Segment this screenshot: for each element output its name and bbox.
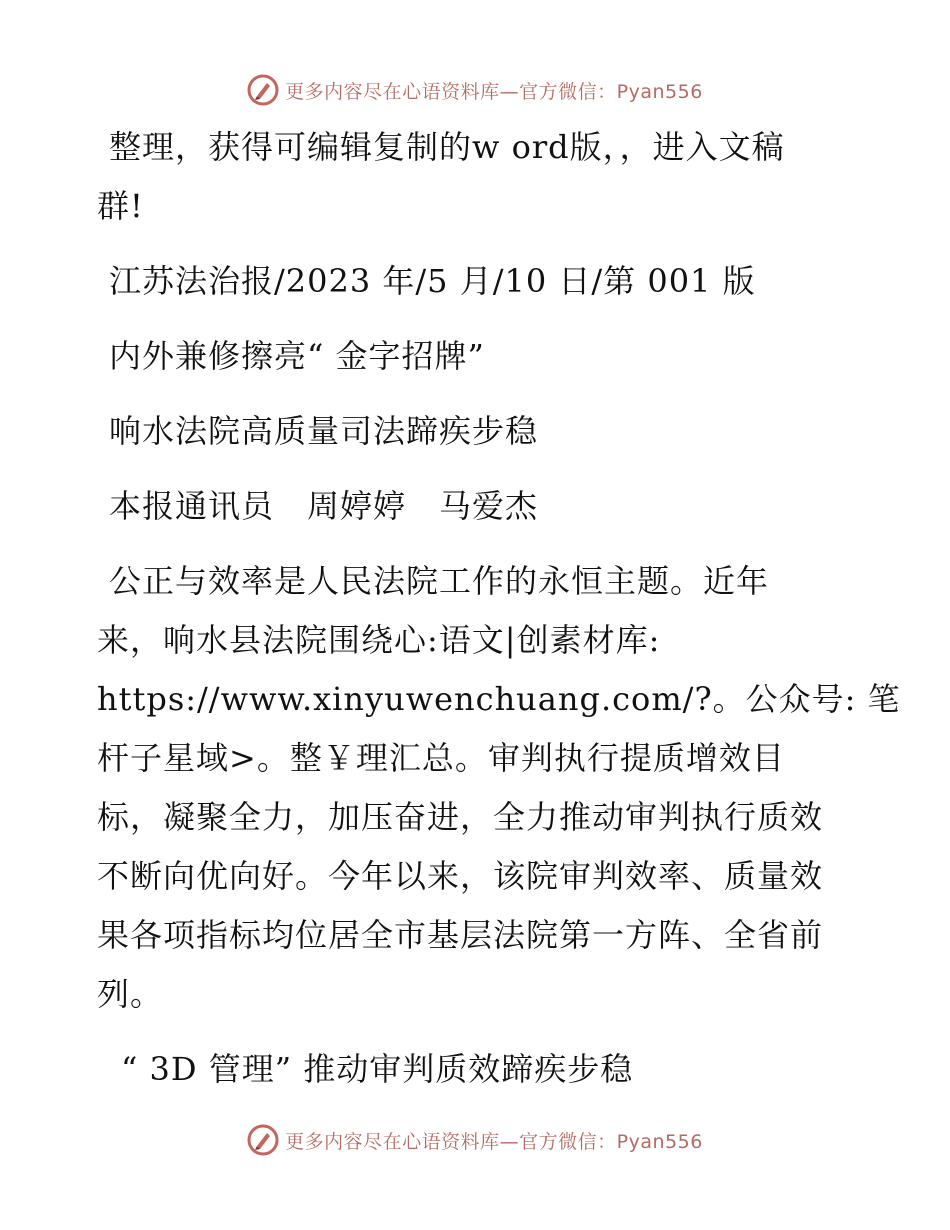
footer-watermark (0, 1120, 950, 1160)
section-subheading: “ 3D 管理” 推动审判质效蹄疾步稳 (121, 1050, 634, 1088)
intro-line-1: 整理，获得可编辑复制的w ord版，，进入文稿 (109, 128, 785, 166)
pen-logo-icon (247, 74, 279, 106)
body-line: 标，凝聚全力，加压奋进，全力推动审判执行质效 (97, 798, 824, 836)
headline-1: 内外兼修擦亮“ 金字招牌” (109, 337, 485, 375)
body-line: 公正与效率是人民法院工作的永恒主题。近年 (109, 562, 770, 600)
body-line: 列。 (97, 975, 164, 1013)
pen-logo-icon (247, 1124, 279, 1156)
header-watermark (0, 70, 950, 110)
body-line: 来，响水县法院围绕心:语文|创素材库: (97, 621, 661, 659)
body-line: 不断向优向好。今年以来，该院审判效率、质量效 (97, 857, 824, 895)
body-line: 杆子星域>。整￥理汇总。审判执行提质增效目 (97, 739, 785, 777)
body-line: 果各项指标均位居全市基层法院第一方阵、全省前 (97, 916, 824, 954)
document-body (97, 118, 901, 1099)
watermark-text: 更多内容尽在心语资料库—官方微信：Pyan556 (285, 1130, 703, 1153)
watermark-text: 更多内容尽在心语资料库—官方微信：Pyan556 (285, 80, 703, 103)
headline-2: 响水法院高质量司法蹄疾步稳 (109, 412, 539, 450)
byline: 本报通讯员 周婷婷 马爱杰 (109, 487, 539, 525)
intro-line-2: 群! (97, 187, 144, 225)
body-line: https://www.xinyuwenchuang.com/?。公众号: 笔 (97, 680, 901, 718)
body-paragraph (97, 552, 901, 1024)
dateline: 江苏法治报/2023 年/5 月/10 日/第 001 版 (109, 262, 756, 300)
